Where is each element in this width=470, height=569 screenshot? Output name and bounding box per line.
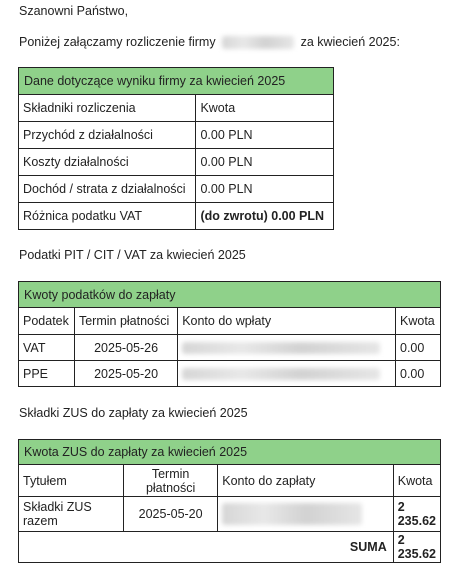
table-row	[19, 149, 334, 176]
row-label: Koszty działalności	[19, 149, 196, 176]
column-header: Konto do zapłaty	[218, 465, 393, 497]
column-header: Kwota	[196, 95, 334, 122]
column-header: Termin płatności	[74, 308, 177, 335]
table-row	[19, 361, 441, 387]
due-date: 2025-05-26	[74, 335, 177, 361]
column-header: Podatek	[19, 308, 75, 335]
sum-amount: 2 235.62	[393, 532, 440, 563]
due-date: 2025-05-20	[74, 361, 177, 387]
section-title: Podatki PIT / CIT / VAT za kwiecień 2025	[19, 248, 246, 262]
column-header: Termin płatności	[123, 465, 217, 497]
tax-amount: 0.00	[396, 335, 441, 361]
zus-amount: 2 235.62	[393, 497, 440, 532]
tax-name: VAT	[19, 335, 75, 361]
column-header: Składniki rozliczenia	[19, 95, 196, 122]
row-label: Różnica podatku VAT	[19, 203, 196, 230]
row-amount: 0.00 PLN	[196, 176, 334, 203]
column-header: Tytułem	[19, 465, 124, 497]
table-header: Dane dotyczące wyniku firmy za kwiecień 2025	[19, 68, 334, 95]
column-header: Kwota	[396, 308, 441, 335]
intro-line	[19, 35, 400, 49]
tax-amount: 0.00	[396, 361, 441, 387]
tax-payments-table	[18, 281, 441, 387]
redacted-account-number	[178, 361, 396, 387]
row-amount: 0.00 PLN	[196, 149, 334, 176]
due-date: 2025-05-20	[123, 497, 217, 532]
sum-row	[19, 532, 441, 563]
row-label: Dochód / strata z działalności	[19, 176, 196, 203]
section-title: Składki ZUS do zapłaty za kwiecień 2025	[19, 406, 248, 420]
row-amount: (do zwrotu) 0.00 PLN	[196, 203, 334, 230]
intro-period: za kwiecień 2025:	[300, 35, 400, 49]
redacted-company-name	[222, 36, 294, 49]
tax-name: PPE	[19, 361, 75, 387]
sum-label: SUMA	[19, 532, 394, 563]
row-amount: 0.00 PLN	[196, 122, 334, 149]
table-row	[19, 122, 334, 149]
greeting: Szanowni Państwo,	[19, 4, 129, 18]
table-row	[19, 203, 334, 230]
column-header: Konto do wpłaty	[178, 308, 396, 335]
table-row	[19, 176, 334, 203]
table-header: Kwoty podatków do zapłaty	[19, 282, 441, 308]
financial-result-table	[18, 67, 334, 230]
table-row	[19, 335, 441, 361]
table-header: Kwota ZUS do zapłaty za kwiecień 2025	[19, 440, 441, 465]
column-header: Kwota	[393, 465, 440, 497]
payment-title: Składki ZUS razem	[19, 497, 124, 532]
zus-payments-table	[18, 439, 441, 563]
table-row	[19, 497, 441, 532]
redacted-account-number	[218, 497, 393, 532]
intro-text: Poniżej załączamy rozliczenie firmy	[19, 35, 216, 49]
row-label: Przychód z działalności	[19, 122, 196, 149]
redacted-account-number	[178, 335, 396, 361]
